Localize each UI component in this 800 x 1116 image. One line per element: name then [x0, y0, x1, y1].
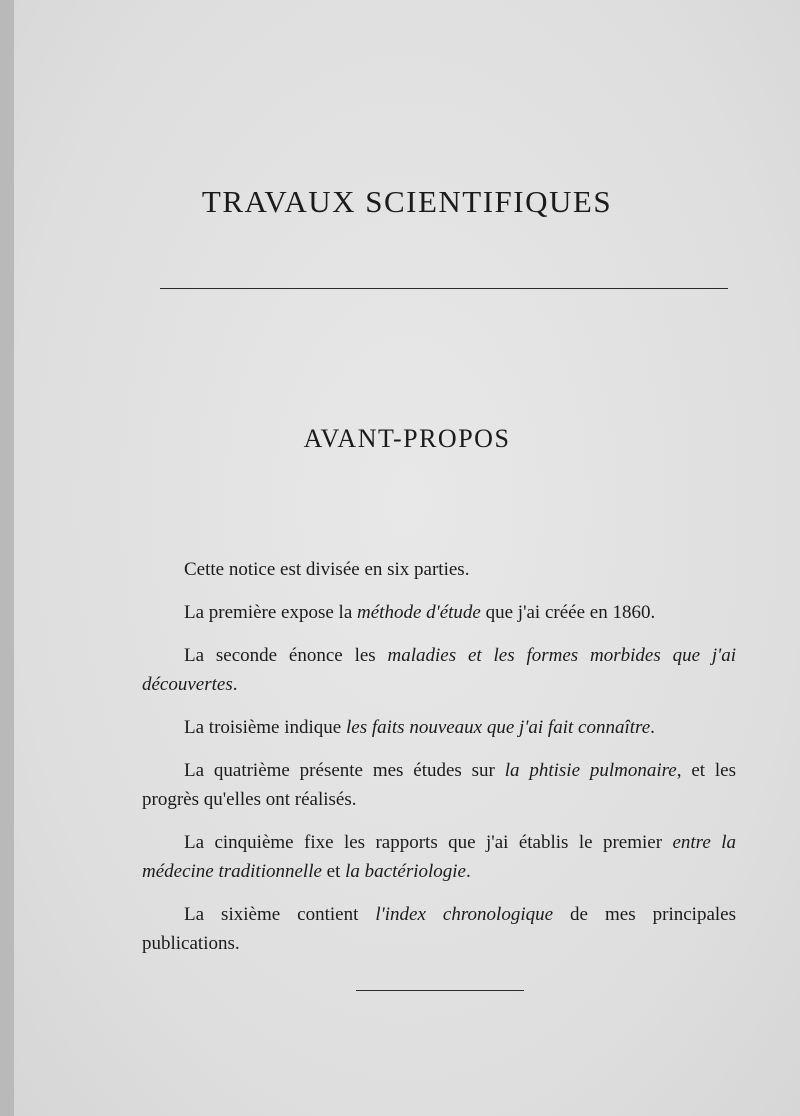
paragraph-7: [142, 900, 736, 958]
document-page: [14, 0, 800, 1116]
paragraph-6-emphasis: entre la médecine traditionnelle: [142, 832, 736, 882]
paragraph-7-text-end: de mes principales publications.: [142, 904, 736, 954]
page-title: TRAVAUX SCIENTIFIQUES: [201, 184, 613, 219]
paragraph-5-emphasis: la phtisie pulmonaire: [504, 760, 677, 781]
paragraph-2-text-end: que j'ai créée en 1860.: [480, 602, 656, 623]
paragraph-6: [142, 828, 736, 886]
paragraph-7-emphasis: l'index chronologique: [375, 904, 554, 925]
paragraph-6-text-end: .: [465, 861, 471, 882]
paragraph-4-text: La troisième indique: [184, 717, 346, 738]
paragraph-6-text-mid: et: [321, 861, 346, 882]
section-title: AVANT-PROPOS: [303, 424, 511, 453]
paragraph-2-emphasis: méthode d'étude: [357, 602, 481, 623]
paragraph-3-text-end: .: [232, 674, 238, 695]
paragraph-1-text: Cette notice est divisée en six parties.: [184, 559, 470, 580]
paragraph-4-text-end: .: [650, 717, 655, 738]
paragraph-2-text: La première expose la: [184, 602, 358, 623]
paragraph-5-text: La quatrième présente mes études sur: [184, 760, 505, 781]
paragraph-4: [142, 713, 736, 742]
paragraph-6-text: La cinquième fixe les rapports que j'ai établis le premier: [184, 832, 673, 853]
paragraph-5: [142, 756, 736, 814]
paragraph-6-emphasis-2: la bactériologie: [345, 861, 466, 882]
bottom-divider: [356, 990, 524, 991]
paragraph-3: [142, 641, 736, 699]
paragraph-5-text-end: , et les progrès qu'elles ont réalisés.: [142, 760, 736, 810]
body-text: [142, 555, 736, 972]
paragraph-2: [142, 598, 736, 627]
paragraph-1: [142, 555, 736, 584]
paragraph-3-emphasis: maladies et les formes morbides que j'ai découvertes: [142, 645, 736, 695]
top-divider: [160, 288, 728, 289]
paragraph-3-text: La seconde énonce les: [184, 645, 388, 666]
paragraph-4-emphasis: les faits nouveaux que j'ai fait connaître: [345, 717, 651, 738]
paragraph-7-text: La sixième contient: [184, 904, 376, 925]
